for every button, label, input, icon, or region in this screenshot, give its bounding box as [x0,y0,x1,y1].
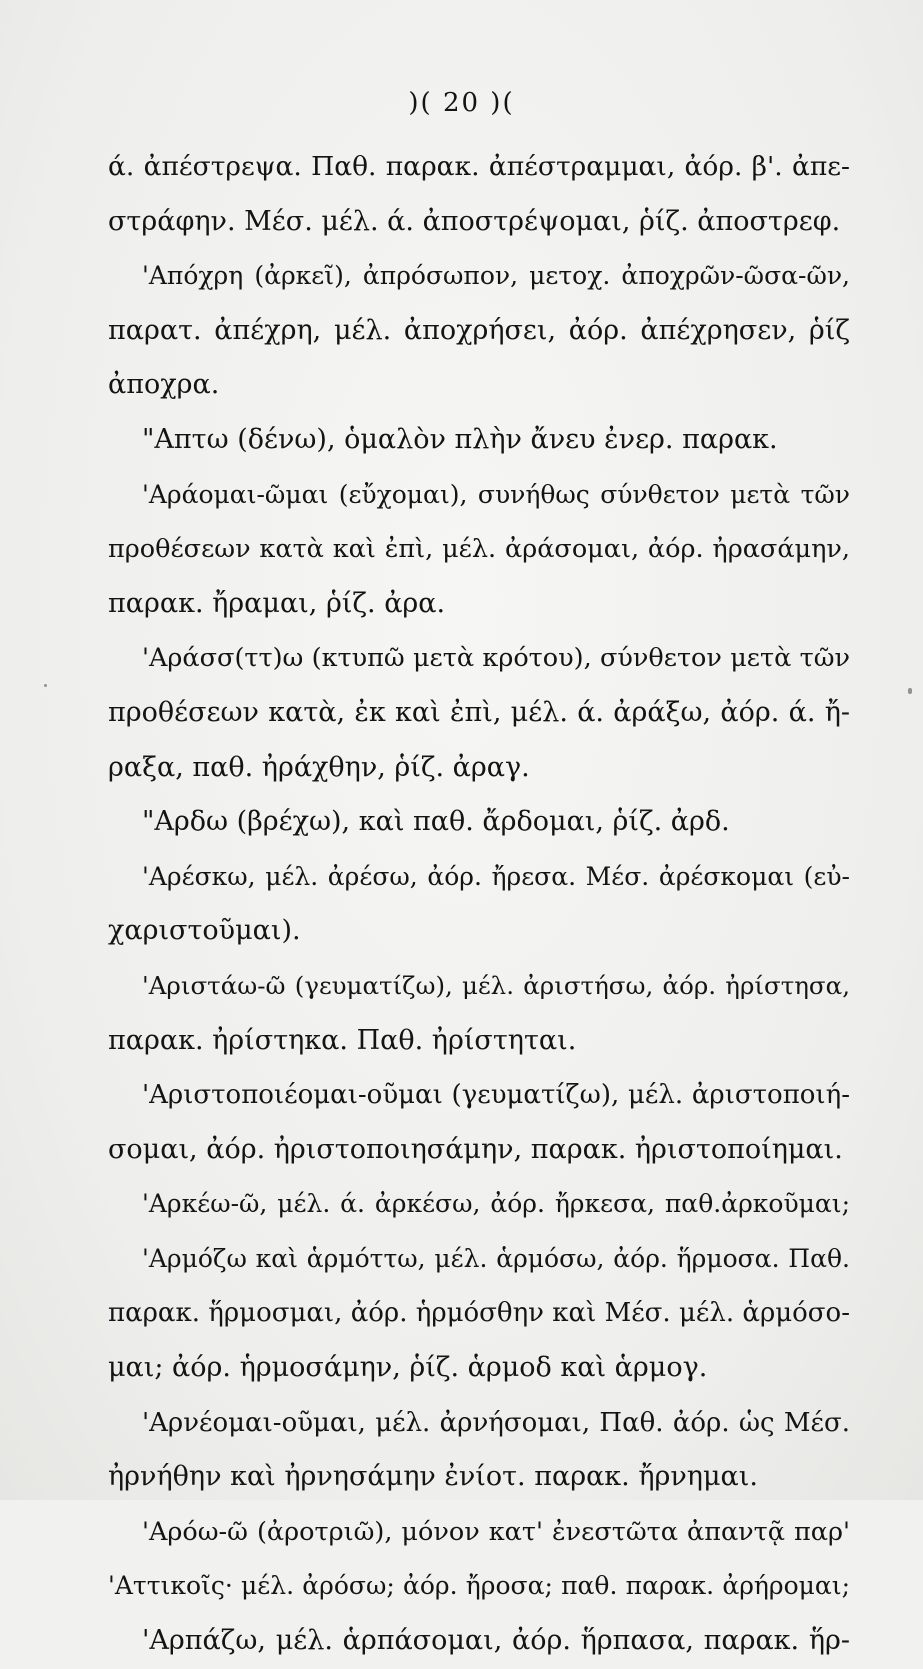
dictionary-text [108,140,850,1669]
text-line: προθέσεων κατὰ, ἐκ καὶ ἐπὶ, μέλ. ά. ἀράξω, ἀόρ. ά. ἤ- [108,696,850,728]
text-line: προθέσεων κατὰ καὶ ἐπὶ, μέλ. ἀράσομαι, ἀόρ. ἠρασάμην, [108,534,850,565]
text-line: ά. ἀπέστρεψα. Παθ. παρακ. ἀπέστραμμαι, ἀόρ. β'. ἀπε- [108,151,850,182]
print-speck [908,688,912,694]
entry-line: 'Αρνέομαι-οῦμαι, μέλ. ἀρνήσομαι, Παθ. ἀόρ. ὡς Μέσ. [142,1407,850,1438]
text-line: μαι; ἀόρ. ἡρμοσάμην, ῥίζ. ἁρμοδ καὶ ἁρμογ. [108,1352,708,1384]
print-speck [44,684,47,687]
text-line: ἠρνήθην καὶ ἠρνησάμην ἐνίοτ. παρακ. ἤρνημαι. [108,1461,758,1493]
text-line: παρακ. ἠρίστηκα. Παθ. ἠρίστηται. [108,1024,577,1056]
entry-line: 'Αρκέω-ῶ, μέλ. ά. ἀρκέσω, ἀόρ. ἤρκεσα, παθ.ἀρκοῦμαι; [142,1189,850,1219]
text-line: 'Αττικοῖς· μέλ. ἀρόσω; ἀόρ. ἤροσα; παθ. παρακ. ἀρήρομαι; [108,1571,850,1601]
text-line: σομαι, ἀόρ. ἠριστοποιησάμην, παρακ. ἠριστοποίημαι. [108,1133,843,1165]
text-line: παρατ. ἀπέχρη, μέλ. ἀποχρήσει, ἀόρ. ἀπέχρησεν, ῥίζ [108,314,850,346]
entry-line: 'Αράσσ(ττ)ω (κτυπῶ μετὰ κρότου), σύνθετον μετὰ τῶν [142,643,850,674]
text-line: παρακ. ἥρμοσμαι, ἀόρ. ἡρμόσθην καὶ Μέσ. μέλ. ἁρμόσο- [108,1298,850,1329]
entry-line: 'Αρόω-ῶ (ἀροτριῶ), μόνον κατ' ἐνεστῶτα ἀπαντᾷ παρ' [142,1516,850,1547]
entry-line: 'Αριστοποιέομαι-οῦμαι (γευματίζω), μέλ. ἀριστοποιή- [142,1080,850,1111]
text-line: στράφην. Μέσ. μέλ. ά. ἀποστρέψομαι, ῥίζ. ἀποστρεφ. [108,205,841,237]
text-line: ραξα, παθ. ἠράχθην, ῥίζ. ἀραγ. [108,751,530,783]
entry-line: 'Αρπάζω, μέλ. ἁρπάσομαι, ἀόρ. ἥρπασα, παρακ. ἥρ- [142,1625,850,1657]
entry-line: "Αρδω (βρέχω), καὶ παθ. ἄρδομαι, ῥίζ. ἀρδ. [142,806,730,838]
page-number: )( 20 )( [408,88,515,118]
entry-line: 'Αρέσκω, μέλ. ἀρέσω, ἀόρ. ἤρεσα. Μέσ. ἀρέσκομαι (εὐ- [142,861,850,891]
text-line: χαριστοῦμαι). [108,915,301,947]
entry-line: "Απτω (δένω), ὁμαλὸν πλὴν ἄνευ ἐνερ. παρακ. [142,423,778,455]
entry-line: 'Αράομαι-ῶμαι (εὔχομαι), συνήθως σύνθετον μετὰ τῶν [142,479,850,509]
text-line: ἀποχρα. [108,369,220,401]
text-line: παρακ. ἤραμαι, ῥίζ. ἀρα. [108,587,446,619]
entry-line: 'Απόχρη (ἀρκεῖ), ἀπρόσωπον, μετοχ. ἀποχρῶν-ῶσα-ῶν, [142,261,850,291]
entry-line: 'Αριστάω-ῶ (γευματίζω), μέλ. ἀριστήσω, ἀόρ. ἠρίστησα, [142,970,850,1000]
entry-line: 'Αρμόζω καὶ ἁρμόττω, μέλ. ἁρμόσω, ἀόρ. ἥρμοσα. Παθ. [142,1243,850,1273]
